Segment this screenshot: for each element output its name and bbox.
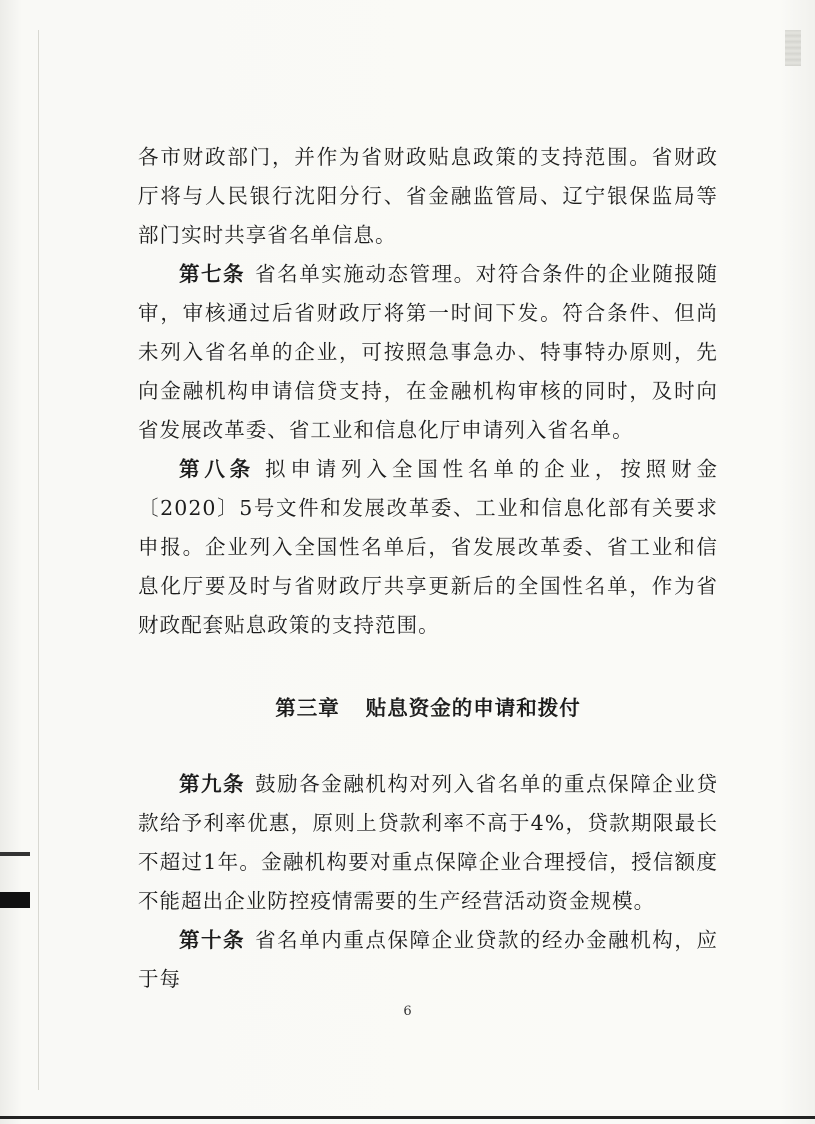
- binder-mark: [0, 892, 30, 908]
- article-7-label: 第七条: [179, 262, 246, 286]
- page-number: 6: [403, 1004, 412, 1019]
- article-10-paragraph: [138, 921, 718, 999]
- article-8-label: 第八条: [179, 457, 255, 481]
- chapter-title: 贴息资金的申请和拨付: [365, 696, 581, 720]
- article-10-label: 第十条: [179, 928, 246, 952]
- scan-bottom-edge: [0, 1116, 815, 1119]
- intro-paragraph: 各市财政部门，并作为省财政贴息政策的支持范围。省财政厅将与人民银行沈阳分行、省金融监管局、辽宁银保监局等部门实时共享省名单信息。: [138, 145, 718, 247]
- article-7-text: 省名单实施动态管理。对符合条件的企业随报随审，审核通过后省财政厅将第一时间下发。符合条件、但尚未列入省名单的企业，可按照急事急办、特事特办原则，先向金融机构申请信贷支持，在金融机构审核的同时，及时向省发展改革委、省工业和信息化厅申请列入省名单。: [138, 262, 718, 442]
- chapter-number: 第三章: [275, 696, 340, 720]
- article-9-text: 鼓励各金融机构对列入省名单的重点保障企业贷款给予利率优惠，原则上贷款利率不高于4%，贷款期限最长不超过1年。金融机构要对重点保障企业合理授信，授信额度不能超出企业防控疫情需要的生产经营活动资金规模。: [138, 772, 718, 913]
- article-8-text: 拟申请列入全国性名单的企业，按照财金〔2020〕5号文件和发展改革委、工业和信息化部有关要求申报。企业列入全国性名单后，省发展改革委、省工业和信息化厅要及时与省财政厅共享更新后的全国性名单，作为省财政配套贴息政策的支持范围。: [138, 457, 719, 637]
- scan-corner-smudge: [785, 30, 801, 66]
- article-9-paragraph: [138, 765, 718, 921]
- document-body: [138, 138, 718, 999]
- scan-edge-line: [38, 30, 39, 1090]
- binder-mark: [0, 852, 30, 856]
- article-7-paragraph: [138, 255, 718, 450]
- article-9-label: 第九条: [179, 772, 246, 796]
- chapter-heading: [138, 693, 718, 723]
- article-10-text: 省名单内重点保障企业贷款的经办金融机构，应于每: [138, 928, 718, 991]
- article-8-paragraph: [138, 450, 718, 645]
